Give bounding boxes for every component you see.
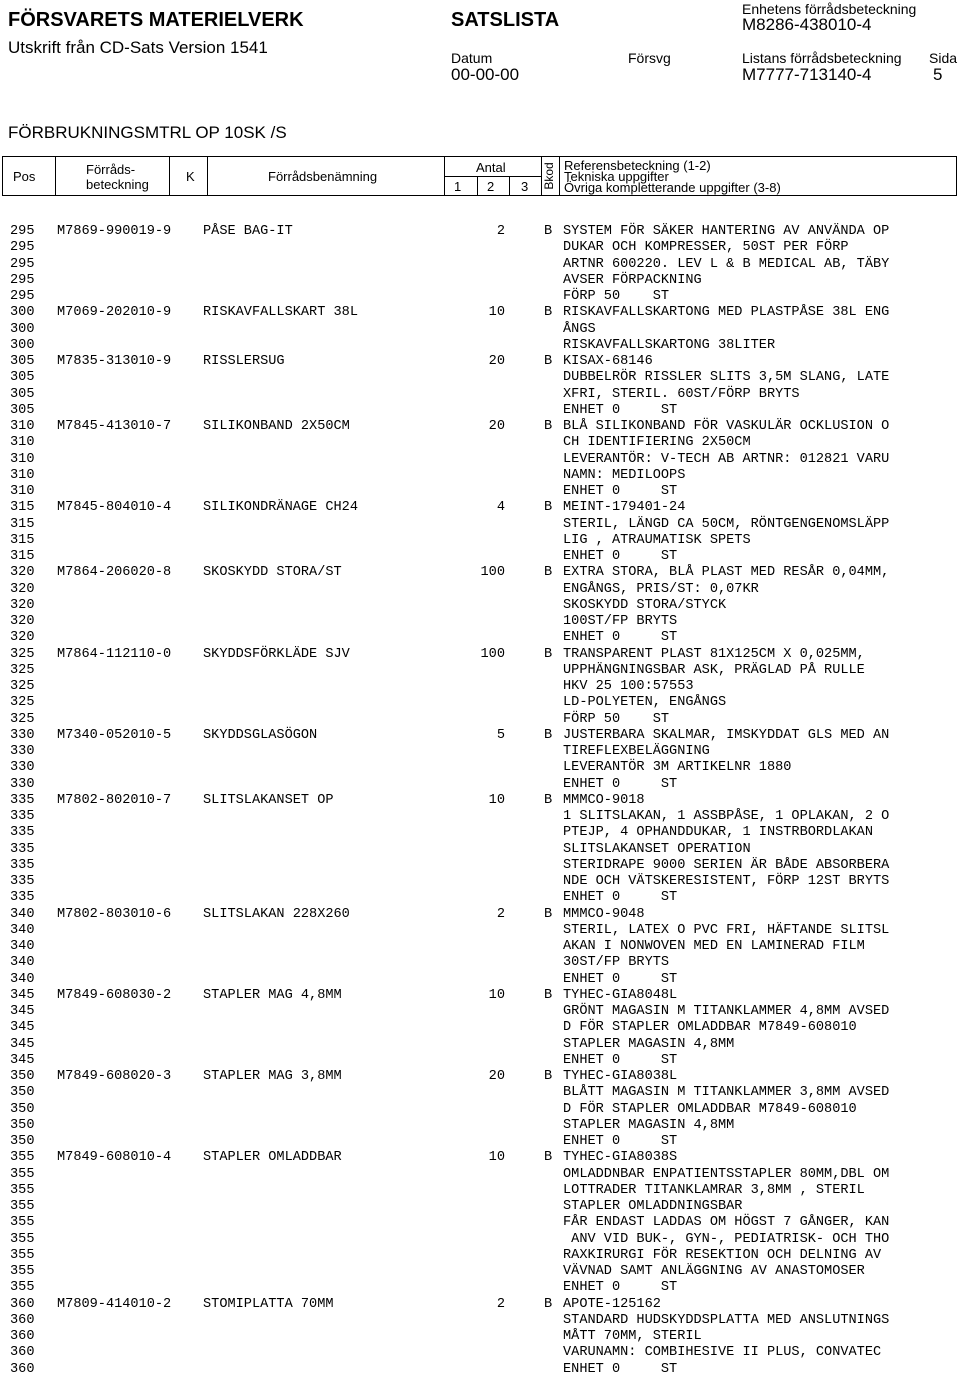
row-referens: HKV 25 100:57553 (563, 679, 694, 694)
page-label: Sida (929, 50, 958, 66)
row-pos: 350 (10, 1117, 35, 1133)
row-pos: 330 (10, 744, 35, 759)
row-pos: 315 (10, 500, 35, 516)
row-pos: 360 (10, 1296, 35, 1312)
row-pos: 300 (10, 337, 35, 353)
row-referens: DUBBELRÖR RISSLER SLITS 3,5M SLANG, LATE (563, 370, 890, 386)
row-forrads-nr: M7845-413010-7 (57, 419, 172, 434)
row-pos: 315 (10, 532, 35, 548)
row-pos: 315 (10, 549, 35, 564)
row-forrads-nr: M7802-802010-7 (57, 792, 172, 808)
table-row (0, 1215, 960, 1231)
row-bkod: B (544, 224, 553, 239)
row-forrads-nr: M7849-608030-2 (57, 987, 172, 1003)
row-bkod: B (544, 354, 553, 369)
row-referens: SKOSKYDD STORA/STYCK (563, 597, 727, 613)
row-referens: MMMCO-9048 (563, 906, 645, 922)
table-row (0, 1297, 960, 1313)
row-pos: 310 (10, 484, 35, 499)
row-referens: FÖRP 50 ST (563, 289, 670, 304)
col-k: K (186, 169, 195, 184)
row-pos: 320 (10, 614, 35, 629)
row-pos: 355 (10, 1215, 35, 1231)
row-referens: ENHET 0 ST (563, 1134, 678, 1149)
row-referens: ENHET 0 ST (563, 630, 678, 646)
row-referens: MEINT-179401-24 (563, 500, 686, 516)
table-row (0, 549, 960, 565)
row-pos: 355 (10, 1280, 35, 1296)
row-forrads-nr: M7845-804010-4 (57, 500, 172, 516)
row-pos: 360 (10, 1345, 35, 1361)
page-number: 5 (933, 65, 943, 84)
unit-value: M8286-438010-4 (742, 15, 872, 34)
col-ref-2: Tekniska uppgifter (564, 169, 669, 184)
row-referens: ENHET 0 ST (563, 971, 678, 987)
row-forrads-nr: M7809-414010-2 (57, 1296, 172, 1312)
row-referens: LIG , ATRAUMATISK SPETS (563, 532, 751, 548)
table-row (0, 939, 960, 955)
table-row (0, 582, 960, 598)
row-referens: 30ST/FP BRYTS (563, 955, 670, 971)
row-referens: TYHEC-GIA8038S (563, 1150, 678, 1166)
row-benamning: RISSLERSUG (203, 354, 285, 369)
row-bkod: B (544, 792, 553, 808)
row-referens: AVSER FÖRPACKNING (563, 272, 702, 288)
table-row (0, 1134, 960, 1150)
row-referens: FÖRP 50 ST (563, 711, 670, 727)
forsvg-label: Försvg (628, 50, 671, 66)
row-pos: 325 (10, 695, 35, 711)
row-referens: TYHEC-GIA8048L (563, 987, 678, 1003)
row-forrads-nr: M7802-803010-6 (57, 906, 172, 922)
table-row (0, 517, 960, 533)
row-forrads-nr: M7069-202010-9 (57, 305, 172, 321)
row-antal: 100 (480, 565, 505, 581)
row-referens: RAXKIRURGI FÖR RESEKTION OCH DELNING AV (563, 1247, 882, 1263)
row-antal: 5 (496, 727, 505, 743)
table-row (0, 273, 960, 289)
row-referens: BLÅTT MAGASIN M TITANKLAMMER 3,8MM AVSED (563, 1085, 890, 1101)
table-row (0, 923, 960, 939)
section-title: FÖRBRUKNINGSMTRL OP 10SK /S (8, 123, 287, 142)
row-pos: 305 (10, 386, 35, 402)
row-referens: KISAX-68146 (563, 354, 653, 369)
table-row (0, 744, 960, 760)
row-bkod: B (544, 419, 553, 434)
row-referens: OMLADDNBAR ENPATIENTSSTAPLER 80MM,DBL OM (563, 1166, 890, 1182)
table-row (0, 842, 960, 858)
row-bkod: B (544, 565, 553, 581)
date-value: 00-00-00 (451, 65, 520, 84)
row-benamning: STOMIPLATTA 70MM (203, 1296, 334, 1312)
row-pos: 310 (10, 467, 35, 483)
row-pos: 315 (10, 516, 35, 532)
row-pos: 345 (10, 1052, 35, 1068)
row-referens: ENHET 0 ST (563, 1361, 678, 1377)
row-bkod: B (544, 1150, 553, 1166)
row-referens: STANDARD HUDSKYDDSPLATTA MED ANSLUTNINGS (563, 1312, 890, 1328)
row-forrads-nr: M7864-112110-0 (57, 646, 172, 662)
table-row (0, 955, 960, 971)
list-ref-value: M7777-713140-4 (742, 65, 872, 84)
table-row (0, 777, 960, 793)
table-row (0, 679, 960, 695)
row-pos: 310 (10, 435, 35, 451)
row-referens: GRÖNT MAGASIN M TITANKLAMMER 4,8MM AVSED (563, 1004, 890, 1019)
table-row (0, 289, 960, 305)
row-referens: D FÖR STAPLER OMLADDBAR M7849-608010 (563, 1020, 857, 1036)
row-referens: JUSTERBARA SKALMAR, IMSKYDDAT GLS MED AN (563, 727, 890, 743)
table-row (0, 1232, 960, 1248)
row-pos: 345 (10, 1036, 35, 1052)
row-referens: ENHET 0 ST (563, 484, 678, 499)
row-pos: 335 (10, 857, 35, 873)
table-row (0, 1167, 960, 1183)
row-referens: RISKAVFALLSKARTONG 38LITER (563, 337, 776, 353)
table-row (0, 890, 960, 906)
row-referens: LEVERANTÖR: V-TECH AB ARTNR: 012821 VARU (563, 451, 890, 467)
row-antal: 10 (488, 1150, 505, 1166)
row-bkod: B (544, 646, 553, 662)
table-row (0, 972, 960, 988)
row-referens: ÅNGS (563, 321, 596, 337)
table-row (0, 630, 960, 646)
row-pos: 335 (10, 874, 35, 889)
row-pos: 340 (10, 922, 35, 938)
row-referens: FÅR ENDAST LADDAS OM HÖGST 7 GÅNGER, KAN (563, 1215, 890, 1231)
row-pos: 360 (10, 1312, 35, 1328)
table-row (0, 500, 960, 516)
table-row (0, 1053, 960, 1069)
row-antal: 2 (496, 906, 505, 922)
row-referens: NAMN: MEDILOOPS (563, 467, 686, 483)
row-pos: 340 (10, 939, 35, 954)
table-row (0, 858, 960, 874)
table-row (0, 907, 960, 923)
row-bkod: B (544, 305, 553, 321)
item-list (0, 224, 960, 1378)
row-referens: STERIDRAPE 9000 SERIEN ÄR BÅDE ABSORBERA (563, 857, 890, 873)
row-referens: ENHET 0 ST (563, 1052, 678, 1068)
organization-title: FÖRSVARETS MATERIELVERK (8, 9, 304, 31)
row-pos: 355 (10, 1166, 35, 1182)
row-bkod: B (544, 1296, 553, 1312)
row-referens: ANV VID BUK-, GYN-, PEDIATRISK- OCH THO (563, 1231, 890, 1247)
table-row (0, 435, 960, 451)
table-row (0, 1264, 960, 1280)
col-antal-3: 3 (521, 179, 529, 194)
table-row (0, 647, 960, 663)
row-pos: 325 (10, 646, 35, 662)
row-antal: 20 (488, 354, 505, 369)
table-row (0, 1020, 960, 1036)
row-referens: TRANSPARENT PLAST 81X125CM X 0,025MM, (563, 646, 865, 662)
row-referens: D FÖR STAPLER OMLADDBAR M7849-608010 (563, 1101, 857, 1117)
row-pos: 355 (10, 1247, 35, 1263)
row-referens: ENHET 0 ST (563, 776, 678, 792)
row-referens: SYSTEM FÖR SÄKER HANTERING AV ANVÄNDA OP (563, 224, 890, 239)
row-pos: 330 (10, 727, 35, 743)
table-row (0, 712, 960, 728)
col-ref-3: Övriga kompletterande uppgifter (3-8) (564, 180, 781, 195)
row-benamning: SKYDDSFÖRKLÄDE SJV (203, 646, 350, 662)
row-antal: 10 (488, 792, 505, 808)
row-pos: 330 (10, 760, 35, 776)
row-referens: APOTE-125162 (563, 1296, 661, 1312)
table-row (0, 825, 960, 841)
list-ref-label: Listans förrådsbeteckning (742, 50, 902, 66)
table-row (0, 484, 960, 500)
row-pos: 320 (10, 581, 35, 597)
row-bkod: B (544, 987, 553, 1003)
row-pos: 345 (10, 1020, 35, 1036)
row-forrads-nr: M7864-206020-8 (57, 565, 172, 581)
row-pos: 300 (10, 321, 35, 337)
table-row (0, 305, 960, 321)
row-pos: 355 (10, 1231, 35, 1247)
row-referens: ENGÅNGS, PRIS/ST: 0,07KR (563, 581, 759, 597)
row-pos: 350 (10, 1069, 35, 1084)
row-pos: 340 (10, 906, 35, 922)
row-bkod: B (544, 906, 553, 922)
row-pos: 350 (10, 1085, 35, 1101)
row-benamning: PÅSE BAG-IT (203, 224, 293, 239)
row-bkod: B (544, 727, 553, 743)
row-referens: ENHET 0 ST (563, 549, 678, 564)
table-row (0, 468, 960, 484)
table-row (0, 760, 960, 776)
row-bkod: B (544, 1069, 553, 1084)
table-row (0, 1118, 960, 1134)
row-referens: STERIL, LATEX O PVC FRI, HÄFTANDE SLITSL (563, 922, 890, 938)
row-pos: 325 (10, 662, 35, 678)
row-referens: UPPHÄNGNINGSBAR ASK, PRÄGLAD PÅ RULLE (563, 662, 865, 678)
row-pos: 305 (10, 402, 35, 418)
row-pos: 355 (10, 1199, 35, 1214)
table-row (0, 1362, 960, 1378)
table-row (0, 403, 960, 419)
row-pos: 310 (10, 451, 35, 467)
row-pos: 355 (10, 1150, 35, 1166)
table-row (0, 1248, 960, 1264)
row-forrads-nr: M7869-990019-9 (57, 224, 172, 239)
row-referens: SLITSLAKANSET OPERATION (563, 841, 751, 857)
row-benamning: STAPLER MAG 4,8MM (203, 987, 342, 1003)
col-forrads-2: beteckning (86, 177, 149, 192)
col-forrads-1: Förråds- (86, 162, 136, 177)
row-pos: 310 (10, 419, 35, 434)
table-row (0, 1199, 960, 1215)
row-pos: 335 (10, 809, 35, 824)
row-pos: 360 (10, 1361, 35, 1377)
print-info: Utskrift från CD-Sats Version 1541 (8, 38, 268, 57)
table-row (0, 1069, 960, 1085)
row-forrads-nr: M7835-313010-9 (57, 354, 172, 369)
row-antal: 20 (488, 1069, 505, 1084)
unit-label: Enhetens förrådsbeteckning (742, 1, 917, 17)
row-benamning: SLITSLAKAN 228X260 (203, 906, 350, 922)
table-row (0, 1037, 960, 1053)
row-antal: 10 (488, 305, 505, 321)
row-referens: NDE OCH VÄTSKERESISTENT, FÖRP 12ST BRYTS (563, 874, 890, 889)
table-row (0, 1345, 960, 1361)
row-pos: 350 (10, 1101, 35, 1117)
table-row (0, 565, 960, 581)
table-row (0, 387, 960, 403)
row-pos: 320 (10, 565, 35, 581)
row-referens: PTEJP, 4 OPHANDDUKAR, 1 INSTRBORDLAKAN (563, 825, 873, 841)
row-benamning: SLITSLAKANSET OP (203, 792, 334, 808)
row-antal: 100 (480, 646, 505, 662)
row-pos: 355 (10, 1182, 35, 1198)
row-antal: 4 (496, 500, 505, 516)
row-pos: 360 (10, 1329, 35, 1344)
row-referens: STAPLER OMLADDNINGSBAR (563, 1199, 743, 1214)
table-row (0, 1329, 960, 1345)
list-title: SATSLISTA (451, 9, 560, 31)
row-antal: 2 (496, 1296, 505, 1312)
row-forrads-nr: M7849-608010-4 (57, 1150, 172, 1166)
row-referens: MÅTT 70MM, STERIL (563, 1329, 702, 1344)
table-row (0, 354, 960, 370)
row-pos: 305 (10, 370, 35, 386)
row-pos: 305 (10, 354, 35, 369)
row-pos: 335 (10, 841, 35, 857)
row-referens: BLÅ SILIKONBAND FÖR VASKULÄR OCKLUSION O (563, 419, 890, 434)
table-row (0, 695, 960, 711)
table-row (0, 663, 960, 679)
col-bkod: Bkod (542, 162, 556, 190)
row-pos: 295 (10, 289, 35, 304)
col-antal-2: 2 (487, 179, 495, 194)
column-header (2, 156, 957, 196)
table-row (0, 1004, 960, 1020)
row-referens: 1 SLITSLAKAN, 1 ASSBPÅSE, 1 OPLAKAN, 2 O (563, 809, 890, 824)
row-referens: STERIL, LÄNGD CA 50CM, RÖNTGENGENOMSLÄPP (563, 516, 890, 532)
row-referens: ENHET 0 ST (563, 402, 678, 418)
table-row (0, 240, 960, 256)
table-row (0, 322, 960, 338)
row-pos: 345 (10, 1004, 35, 1019)
row-referens: XFRI, STERIL. 60ST/FÖRP BRYTS (563, 386, 800, 402)
row-referens: VÄVNAD SAMT ANLÄGGNING AV ANASTOMOSER (563, 1264, 865, 1279)
table-row (0, 728, 960, 744)
row-pos: 335 (10, 825, 35, 841)
row-pos: 325 (10, 711, 35, 727)
col-ref-1: Referensbeteckning (1-2) (564, 158, 711, 173)
row-pos: 300 (10, 305, 35, 321)
row-bkod: B (544, 500, 553, 516)
table-row (0, 370, 960, 386)
row-pos: 295 (10, 256, 35, 272)
row-pos: 295 (10, 224, 35, 239)
row-antal: 10 (488, 987, 505, 1003)
table-row (0, 257, 960, 273)
table-row (0, 452, 960, 468)
row-pos: 295 (10, 272, 35, 288)
row-referens: TYHEC-GIA8038L (563, 1069, 678, 1084)
row-pos: 330 (10, 776, 35, 792)
table-row (0, 224, 960, 240)
date-label: Datum (451, 50, 493, 66)
row-forrads-nr: M7849-608020-3 (57, 1069, 172, 1084)
col-benamning: Förrådsbenämning (268, 169, 378, 184)
table-row (0, 1183, 960, 1199)
row-benamning: RISKAVFALLSKART 38L (203, 305, 358, 321)
row-referens: AKAN I NONWOVEN MED EN LAMINERAD FILM (563, 939, 865, 954)
table-row (0, 809, 960, 825)
row-referens: VARUNAMN: COMBIHESIVE II PLUS, CONVATEC (563, 1345, 882, 1361)
row-pos: 325 (10, 679, 35, 694)
row-referens: ARTNR 600220. LEV L & B MEDICAL AB, TÄBY (563, 256, 890, 272)
row-referens: DUKAR OCH KOMPRESSER, 50ST PER FÖRP (563, 240, 849, 256)
row-pos: 340 (10, 955, 35, 971)
row-pos: 320 (10, 597, 35, 613)
row-pos: 350 (10, 1134, 35, 1149)
col-antal: Antal (476, 160, 506, 175)
row-referens: RISKAVFALLSKARTONG MED PLASTPÅSE 38L ENG (563, 305, 890, 321)
row-pos: 340 (10, 971, 35, 987)
row-referens: 100ST/FP BRYTS (563, 614, 678, 629)
table-row (0, 598, 960, 614)
row-referens: STAPLER MAGASIN 4,8MM (563, 1117, 735, 1133)
table-row (0, 533, 960, 549)
row-pos: 355 (10, 1264, 35, 1279)
table-row (0, 1313, 960, 1329)
col-antal-1: 1 (454, 179, 462, 194)
row-referens: ENHET 0 ST (563, 890, 678, 906)
row-benamning: SKOSKYDD STORA/ST (203, 565, 342, 581)
table-row (0, 1280, 960, 1296)
row-pos: 345 (10, 987, 35, 1003)
row-pos: 295 (10, 240, 35, 256)
row-referens: CH IDENTIFIERING 2X50CM (563, 435, 751, 451)
row-referens: STAPLER MAGASIN 4,8MM (563, 1036, 735, 1052)
row-pos: 320 (10, 630, 35, 646)
row-antal: 2 (496, 224, 505, 239)
table-row (0, 988, 960, 1004)
row-benamning: SKYDDSGLASÖGON (203, 727, 318, 743)
row-pos: 335 (10, 890, 35, 906)
row-forrads-nr: M7340-052010-5 (57, 727, 172, 743)
table-row (0, 1085, 960, 1101)
table-row (0, 874, 960, 890)
table-row (0, 338, 960, 354)
row-antal: 20 (488, 419, 505, 434)
table-row (0, 614, 960, 630)
row-referens: MMMCO-9018 (563, 792, 645, 808)
col-pos: Pos (13, 169, 36, 184)
table-row (0, 793, 960, 809)
row-benamning: SILIKONDRÄNAGE CH24 (203, 500, 358, 516)
row-referens: ENHET 0 ST (563, 1280, 678, 1296)
row-benamning: STAPLER OMLADDBAR (203, 1150, 342, 1166)
row-referens: LD-POLYETEN, ENGÅNGS (563, 695, 727, 711)
row-pos: 335 (10, 792, 35, 808)
row-referens: EXTRA STORA, BLÅ PLAST MED RESÅR 0,04MM, (563, 565, 890, 581)
table-row (0, 1150, 960, 1166)
row-referens: LOTTRADER TITANKLAMRAR 3,8MM , STERIL (563, 1182, 865, 1198)
row-referens: TIREFLEXBELÄGGNING (563, 744, 710, 759)
table-row (0, 419, 960, 435)
row-benamning: STAPLER MAG 3,8MM (203, 1069, 342, 1084)
row-referens: LEVERANTÖR 3M ARTIKELNR 1880 (563, 760, 792, 776)
table-row (0, 1102, 960, 1118)
row-benamning: SILIKONBAND 2X50CM (203, 419, 350, 434)
